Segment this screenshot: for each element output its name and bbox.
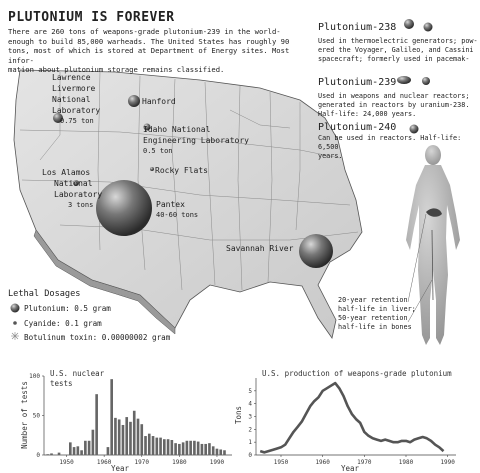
tests-bar (159, 438, 162, 455)
site-label-idaho: Idaho National Engineering Laboratory 0.5 ton (143, 125, 249, 155)
tests-chart-title-line1: U.S. nuclear (50, 369, 105, 378)
tests-x-tick-label: 1970 (134, 459, 149, 466)
production-y-label: Tons (234, 405, 243, 425)
tests-bar (58, 453, 61, 455)
lethal-dosages-title: Lethal Dosages (8, 289, 81, 299)
lethal-item-cyanide: Cyanide: 0.1 gram (24, 319, 102, 328)
isotope-name-240: Plutonium-240 (318, 122, 397, 133)
isotope-desc-239: Used in weapons and nuclear reactors; generated in reactors by uranium-238. Half-life: 24,000 years. (318, 92, 470, 118)
lethal-item-plutonium: Plutonium: 0.5 gram (24, 304, 111, 313)
production-y-tick-label: 3 (248, 413, 252, 421)
tests-x-tick-label: 1960 (96, 459, 112, 466)
tests-bar (140, 424, 143, 455)
production-y-tick-label: 4 (248, 400, 252, 408)
production-y-tick-label: 1 (248, 439, 252, 447)
tests-bar (208, 443, 211, 455)
tests-bar (201, 444, 204, 455)
intro-text: There are 260 tons of weapons-grade plutonium-239 in the world- enough to build 85,000 warheads. The United States has roughly 90 tons, most of which is stored at Department of Energy sites. Most infor- mation about plutonium storage remains classified. (8, 27, 290, 75)
tests-bar (167, 439, 170, 455)
tests-bar (69, 442, 72, 455)
tests-bar (155, 438, 158, 455)
tests-x-tick-label: 1990 (209, 459, 225, 466)
tests-x-tick-label: 1950 (59, 459, 74, 466)
tests-y-tick-label: 100 (29, 373, 40, 380)
production-line (260, 383, 443, 452)
page-title: PLUTONIUM IS FOREVER (8, 10, 175, 25)
site-label-pantex: Pantex 40-60 tons (156, 200, 199, 219)
production-x-label: Year (340, 464, 360, 473)
tests-bar (110, 379, 113, 455)
tests-bar (216, 449, 219, 455)
tests-bar (223, 450, 226, 455)
tests-bar (212, 446, 215, 455)
tests-bar (137, 419, 140, 455)
site-label-hanford: Hanford (142, 97, 176, 106)
tests-bar (118, 419, 121, 455)
tests-bar (114, 418, 117, 455)
tests-bar (152, 436, 155, 455)
production-chart-title: U.S. production of weapons-grade plutonium (262, 369, 452, 378)
tests-bar (107, 447, 110, 455)
tests-bar (46, 454, 49, 455)
isotope-name-239: Plutonium-239 (318, 77, 397, 88)
tests-bar (204, 444, 207, 455)
tests-chart-title-line2: tests (50, 379, 73, 388)
lethal-item-botulinum: Botulinum toxin: 0.00000002 gram (24, 333, 171, 342)
tests-bar (219, 449, 222, 455)
site-label-savannah-river: Savannah River (226, 244, 294, 253)
tests-bar (129, 422, 132, 455)
tests-bar (84, 441, 87, 455)
tests-bar (174, 443, 177, 455)
production-y-tick-label: 0 (248, 452, 252, 459)
tests-bar (122, 425, 125, 455)
site-label-rocky-flats: Rocky Flats (155, 166, 208, 175)
tests-bar (193, 441, 196, 455)
tests-bar (50, 453, 53, 455)
tests-y-label: Number of tests (20, 381, 29, 449)
tests-bar (88, 441, 91, 455)
tests-bar (189, 441, 192, 455)
tests-bar (163, 439, 166, 455)
tests-bar (171, 440, 174, 455)
tests-bar (92, 430, 95, 455)
tests-bar (148, 434, 151, 455)
tests-bar (186, 441, 189, 455)
production-x-tick-label: 1990 (440, 459, 455, 466)
tests-bar (144, 436, 147, 455)
tests-x-label: Year (110, 464, 130, 473)
tests-bar (197, 442, 200, 455)
tests-bar (77, 446, 80, 455)
site-label-lawrence: Lawrence Livermore National Laboratory 0.75 ton (52, 73, 101, 125)
tests-bar (95, 394, 98, 455)
tests-bar (125, 417, 128, 455)
production-x-tick-label: 1960 (315, 459, 330, 466)
isotope-desc-240: Can be used in reactors. Half-life: 6,500 years. (318, 134, 462, 160)
production-x-tick-label: 1980 (398, 459, 414, 466)
tests-y-tick-label: 0 (36, 452, 40, 459)
isotope-desc-238: Used in thermoelectric generators; pow- ered the Voyager, Galileo, and Cassini spacecraft; formerly used in pacemak- (318, 37, 478, 63)
tests-bar (80, 450, 83, 455)
production-x-tick-label: 1950 (273, 459, 289, 466)
isotope-name-238: Plutonium-238 (318, 22, 397, 33)
production-x-tick-label: 1970 (357, 459, 372, 466)
production-y-tick-label: 2 (248, 426, 252, 434)
retention-text: 20-year retention half-life in liver; 50-year retention half-life in bones (338, 296, 416, 331)
tests-x-tick-label: 1980 (172, 459, 187, 466)
production-y-tick-label: 5 (248, 387, 252, 395)
tests-y-tick-label: 50 (32, 412, 40, 420)
tests-bar (73, 447, 76, 455)
tests-bar (182, 442, 185, 455)
tests-bar (133, 411, 136, 455)
tests-bar (178, 444, 181, 455)
site-label-los-alamos: Los Alamos National Laboratory 3 tons (42, 168, 103, 209)
